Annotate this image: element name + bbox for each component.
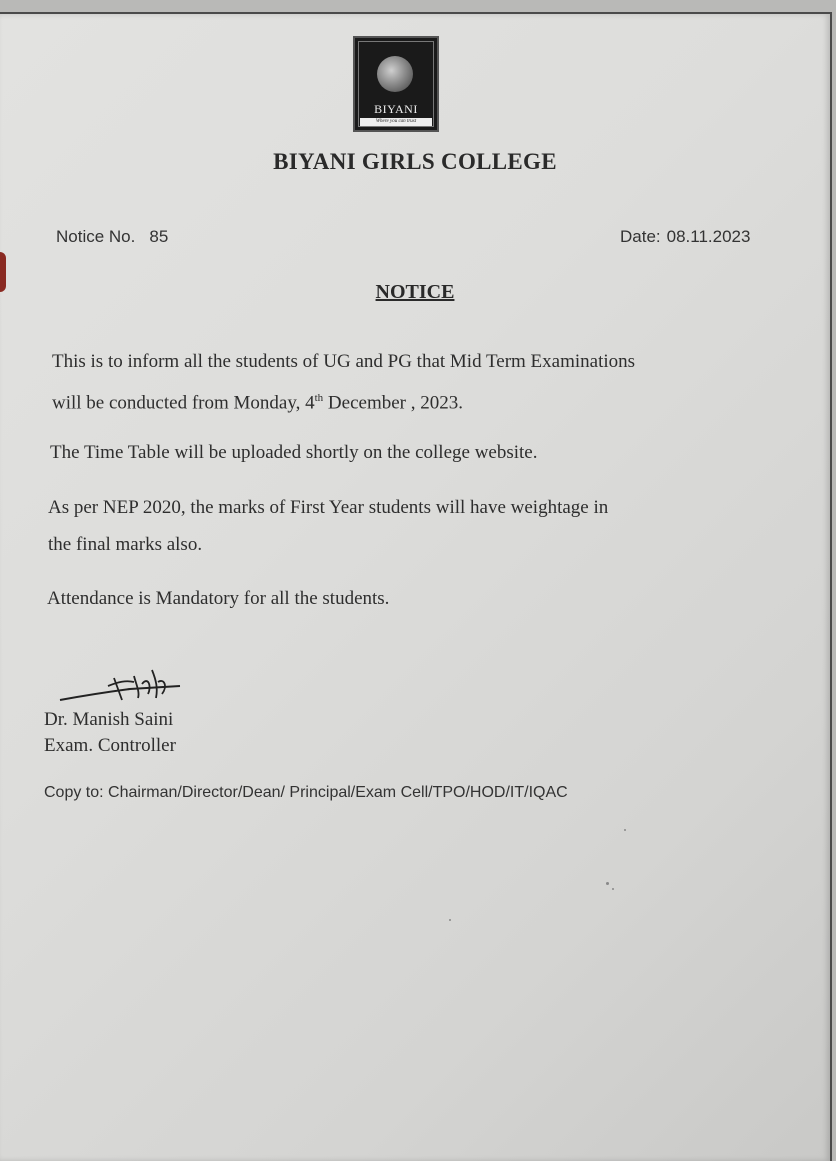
paragraph-exam-schedule: This is to inform all the students of UG and PG that Mid Term Examinations will be conducted from Monday, 4th December , 2023. bbox=[52, 351, 636, 414]
notice-number bbox=[56, 227, 168, 247]
signatory-designation: Exam. Controller bbox=[44, 735, 176, 756]
college-name: BIYANI GIRLS COLLEGE bbox=[273, 149, 557, 174]
signatory bbox=[44, 707, 176, 759]
paragraph-time-table: The Time Table will be uploaded shortly on the college website. bbox=[50, 442, 538, 463]
signature bbox=[52, 664, 192, 709]
notice-number-value: 85 bbox=[149, 227, 169, 246]
logo-tagline: Where you can trust bbox=[360, 118, 432, 126]
notice-number-label: Notice No. bbox=[56, 227, 136, 246]
date-value: 08.11.2023 bbox=[666, 227, 751, 246]
date-label: Date: bbox=[620, 227, 661, 246]
notice-paper bbox=[0, 12, 832, 1161]
notice-date bbox=[620, 227, 750, 247]
globe-icon bbox=[377, 56, 413, 92]
college-logo bbox=[353, 36, 439, 132]
paragraph-attendance: Attendance is Mandatory for all the students. bbox=[47, 588, 390, 609]
signatory-name: Dr. Manish Saini bbox=[44, 709, 174, 730]
copy-to: Copy to: Chairman/Director/Dean/ Principal/Exam Cell/TPO/HOD/IT/IQAC bbox=[44, 784, 568, 801]
paragraph-nep: As per NEP 2020, the marks of First Year students will have weightage in the final marks also. bbox=[48, 497, 609, 555]
logo-name: BIYANI bbox=[374, 102, 418, 116]
notice-title: NOTICE bbox=[375, 281, 455, 303]
